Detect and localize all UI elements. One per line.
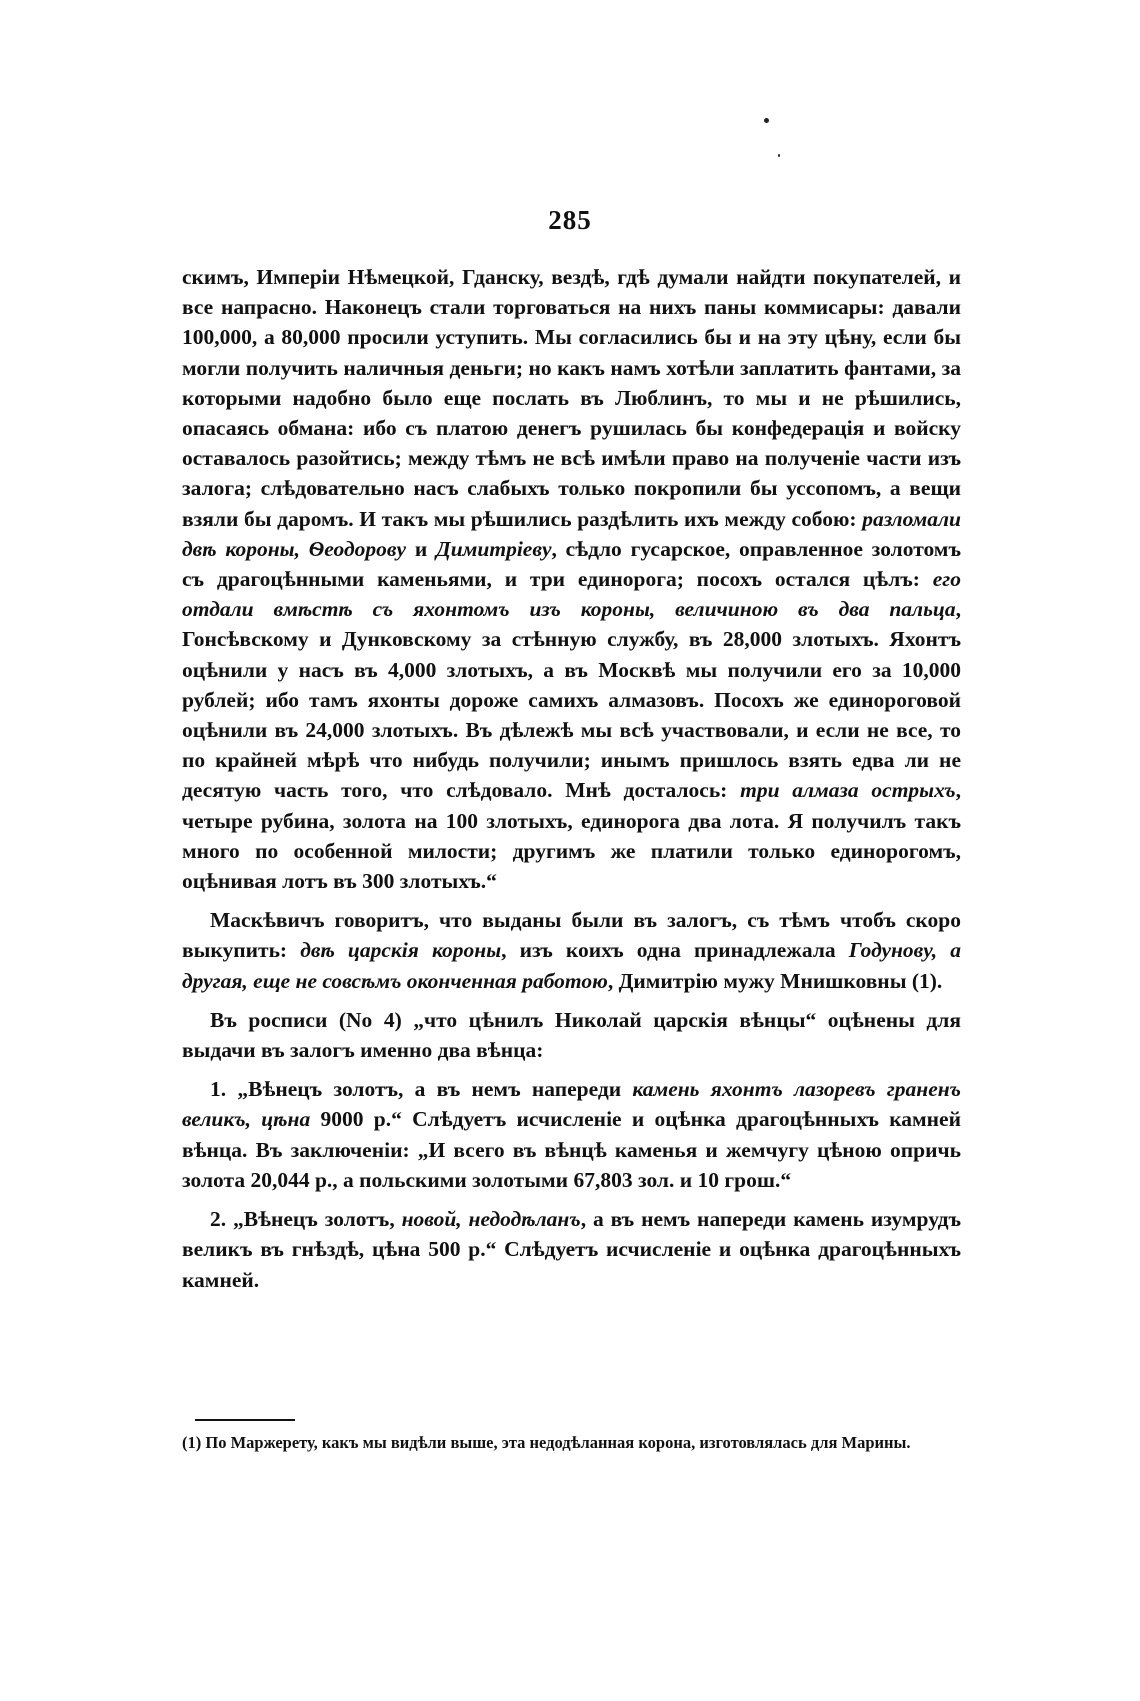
- italic-text: три алмаза острыхъ: [740, 778, 956, 803]
- text-run: скимъ, Имперіи Нѣмецкой, Гданску, вездѣ, гдѣ думали найдти покупателей, и все напрасно. Наконецъ стали торговаться на нихъ паны коммисары: давали 100,000, а 80,000 просили уступить. Мы согласились бы и на эту цѣну, если бы могли получить наличныя деньги; но какъ намъ хотѣли заплатить фантами, за которыми надобно было еще послать въ Люблинъ, то мы и не рѣшились, опасаясь обмана: ибо съ платою денегъ рушилась бы конфедерація и войску оставалось разойтись; между тѣмъ не всѣ имѣли право на полученіе части изъ залога; слѣдовательно насъ слабыхъ только покропили бы уссопомъ, а вещи взяли бы даромъ. И такъ мы рѣшились раздѣлить ихъ между собою:: [182, 265, 961, 531]
- italic-text: Димитріеву: [436, 536, 552, 561]
- text-run: , четыре рубина, золота на 100 злотыхъ, единорога два лота. Я получилъ такъ много по особенной милости; другимъ же платили только единорогомъ, оцѣнивая лотъ въ 300 злотыхъ.“: [182, 778, 961, 894]
- italic-text: его отдали вмѣстѣ съ яхонтомъ изъ короны, величиною въ два пальца: [182, 567, 961, 622]
- italic-text: камень яхонтъ лазоревъ граненъ великъ, цѣна: [182, 1077, 962, 1132]
- footnote-divider: [195, 1419, 295, 1421]
- print-speck: [764, 118, 769, 123]
- italic-text: разломали двѣ короны, Ѳеодорову: [182, 506, 961, 561]
- print-speck: [778, 154, 780, 157]
- footnote: (1) По Маржерету, какъ мы видѣли выше, эта недодѣланная корона, изготовлялась для Марины.: [182, 1433, 911, 1452]
- italic-text: Годунову, а другая, еще не совсѣмъ оконченная работою: [182, 938, 961, 993]
- text-run: Маскѣвичъ говоритъ, что выданы были въ залогъ, съ тѣмъ чтобъ скоро выкупить:: [182, 908, 961, 963]
- text-run: 9000 р.“ Слѣдуетъ исчисленіе и оцѣнка драгоцѣнныхъ камней вѣнца. Въ заключеніи: „И всего въ вѣнцѣ каменья и жемчугу цѣною опричь золота 20,044 р., а польскими золотыми 67,803 зол. и 10 грош.“: [182, 1107, 961, 1192]
- text-run: 1. „Вѣнецъ золотъ, а въ немъ напереди: [210, 1077, 633, 1102]
- paragraph: [182, 905, 961, 996]
- text-run: , Гонсѣвскому и Дунковскому за стѣнную службу, въ 28,000 злотыхъ. Яхонтъ оцѣнили у насъ въ 4,000 злотыхъ, а въ Москвѣ мы получили его за 10,000 рублей; ибо тамъ яхонты дороже самихъ алмазовъ. Посохъ же единороговой оцѣнили въ 24,000 злотыхъ. Въ дѣлежѣ мы всѣ участвовали, и если не все, то по крайней мѣрѣ что нибудь получили; инымъ пришлось взять едва ли не десятую часть того, что слѣдовало. Мнѣ досталось:: [182, 597, 961, 803]
- italic-text: новой, недодѣланъ: [401, 1207, 581, 1232]
- paragraph: [182, 1074, 961, 1195]
- text-run: , а въ немъ напереди камень изумрудъ великъ въ гнѣздѣ, цѣна 500 р.“ Слѣдуетъ исчисленіе и оцѣнка драгоцѣнныхъ камней.: [182, 1207, 961, 1292]
- paragraph: [182, 1204, 961, 1295]
- text-run: , Димитрію мужу Мнишковны (1).: [607, 968, 943, 993]
- paragraph: [182, 1005, 961, 1065]
- text-run: 2. „Вѣнецъ золотъ,: [210, 1207, 402, 1232]
- text-run: и: [406, 536, 437, 561]
- paragraph: [182, 262, 961, 896]
- page-number: 285: [548, 205, 592, 235]
- body-text: [182, 262, 961, 1295]
- text-run: , изъ коихъ одна принадлежала: [501, 938, 849, 963]
- text-run: , сѣдло гусарское, оправленное золотомъ съ драгоцѣнными каменьями, и три единорога; посохъ остался цѣлъ:: [182, 536, 961, 592]
- italic-text: двѣ царскія короны: [300, 938, 502, 963]
- text-run: Въ росписи (No 4) „что цѣнилъ Николай царскія вѣнцы“ оцѣнены для выдачи въ залогъ именно два вѣнца:: [182, 1007, 961, 1063]
